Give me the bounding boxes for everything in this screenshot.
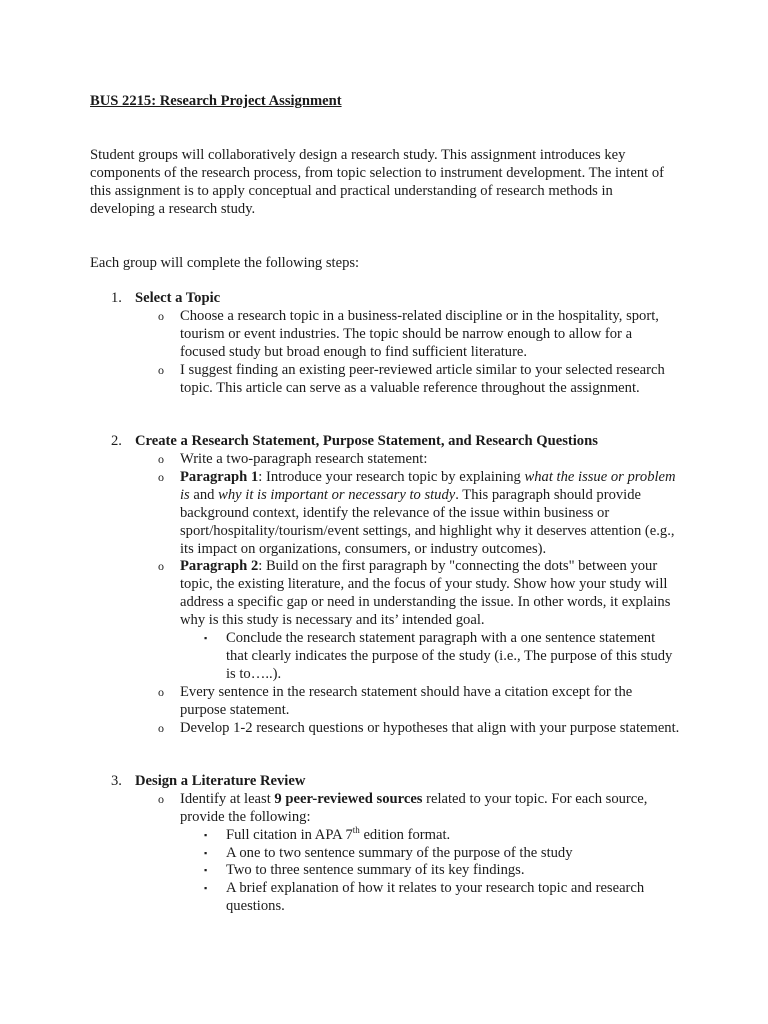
circle-bullet-icon: o xyxy=(158,792,164,806)
circle-bullet-icon: o xyxy=(158,309,164,323)
square-bullet-icon: ▪ xyxy=(204,848,208,858)
square-bullet-icon: ▪ xyxy=(204,633,208,643)
circle-bullet-icon: o xyxy=(158,470,164,484)
list-item xyxy=(160,558,680,630)
list-item xyxy=(160,451,680,469)
superscript: th xyxy=(352,825,360,835)
step-number: 1. xyxy=(111,290,122,306)
list-item-text: Write a two-paragraph research statement: xyxy=(180,451,428,467)
step-number: 3. xyxy=(111,773,122,789)
list-item-text xyxy=(180,791,680,827)
list-item-text: I suggest finding an existing peer-reviewed article similar to your selected research topic. This article can serve as a valuable reference throughout the assignment. xyxy=(180,362,665,396)
list-item-text: Conclude the research statement paragraph with a one sentence statement that clearly indicates the purpose of the study (i.e., The purpose of this study is to…..). xyxy=(226,630,673,682)
circle-bullet-icon: o xyxy=(158,452,164,466)
list-item-text: A one to two sentence summary of the purpose of the study xyxy=(226,845,573,861)
list-item xyxy=(160,469,680,559)
square-bullet-icon: ▪ xyxy=(204,883,208,893)
text-span: . This paragraph should provide background context, identify the relevance of the issue within business or sport/hospitality/tourism/event settings, and highlight why it deserves attention (e.g., its impact on organizations, consumers, or industry outcomes). xyxy=(180,486,675,557)
document-title: BUS 2215: Research Project Assignment xyxy=(90,93,342,109)
bold-span: 9 peer-reviewed sources xyxy=(274,791,423,807)
circle-bullet-icon: o xyxy=(158,721,164,735)
step-title: Create a Research Statement, Purpose Statement, and Research Questions xyxy=(135,433,598,449)
square-bullet-icon: ▪ xyxy=(204,865,208,875)
list-item xyxy=(204,630,676,684)
paragraph-1-label: Paragraph 1 xyxy=(180,469,259,485)
list-item xyxy=(160,684,680,720)
list-item-text: Every sentence in the research statement should have a citation except for the purpose statement. xyxy=(180,684,633,718)
list-item xyxy=(160,791,680,827)
list-item xyxy=(160,362,680,398)
list-item-text: Choose a research topic in a business-related discipline or in the hospitality, sport, tourism or event industries. The topic should be narrow enough to allow for a focused study but broad enough to find sufficient literature. xyxy=(180,308,659,360)
text-span: and xyxy=(189,486,219,503)
list-item xyxy=(204,845,682,863)
steps-lead: Each group will complete the following steps: xyxy=(90,255,360,271)
paragraph-1-text xyxy=(180,469,680,559)
list-item-text: Two to three sentence summary of its key findings. xyxy=(226,862,525,878)
text-span: : Introduce your research topic by explaining xyxy=(258,469,525,485)
text-span: Full citation in APA 7 xyxy=(226,827,353,843)
circle-bullet-icon: o xyxy=(158,559,164,573)
square-bullet-icon: ▪ xyxy=(204,830,208,840)
text-span: edition format. xyxy=(359,827,451,843)
circle-bullet-icon: o xyxy=(158,363,164,377)
italic-span: what the issue or problem is xyxy=(180,469,676,503)
text-span: Identify at least xyxy=(180,791,275,807)
list-item xyxy=(204,825,682,845)
list-item xyxy=(160,308,680,362)
paragraph-2-text xyxy=(180,558,680,630)
list-item-text: A brief explanation of how it relates to your research topic and research questions. xyxy=(226,880,645,914)
list-item xyxy=(204,862,682,880)
step-title: Design a Literature Review xyxy=(135,773,306,789)
step-title: Select a Topic xyxy=(135,290,221,306)
circle-bullet-icon: o xyxy=(158,685,164,699)
list-item xyxy=(160,720,680,738)
italic-span: why it is important or necessary to study xyxy=(218,486,456,503)
intro-paragraph: Student groups will collaboratively design a research study. This assignment introduces key components of the research process, from topic selection to instrument development. The intent of this assignment is to apply conceptual and practical understanding of research methods in developing a research study. xyxy=(90,147,664,217)
list-item xyxy=(204,880,676,916)
paragraph-2-label: Paragraph 2 xyxy=(180,558,259,574)
list-item-text: Develop 1-2 research questions or hypotheses that align with your purpose statement. xyxy=(180,720,680,736)
text-span: related to your topic. For each source, provide the following: xyxy=(180,791,648,825)
text-span: : Build on the first paragraph by "connecting the dots" between your topic, the existing literature, and the focus of your study. Show how your study will address a specific gap or need in understanding the issue. In other words, it explains why is this study is necessary and its’ intended goal. xyxy=(180,558,671,628)
step-number: 2. xyxy=(111,433,122,449)
